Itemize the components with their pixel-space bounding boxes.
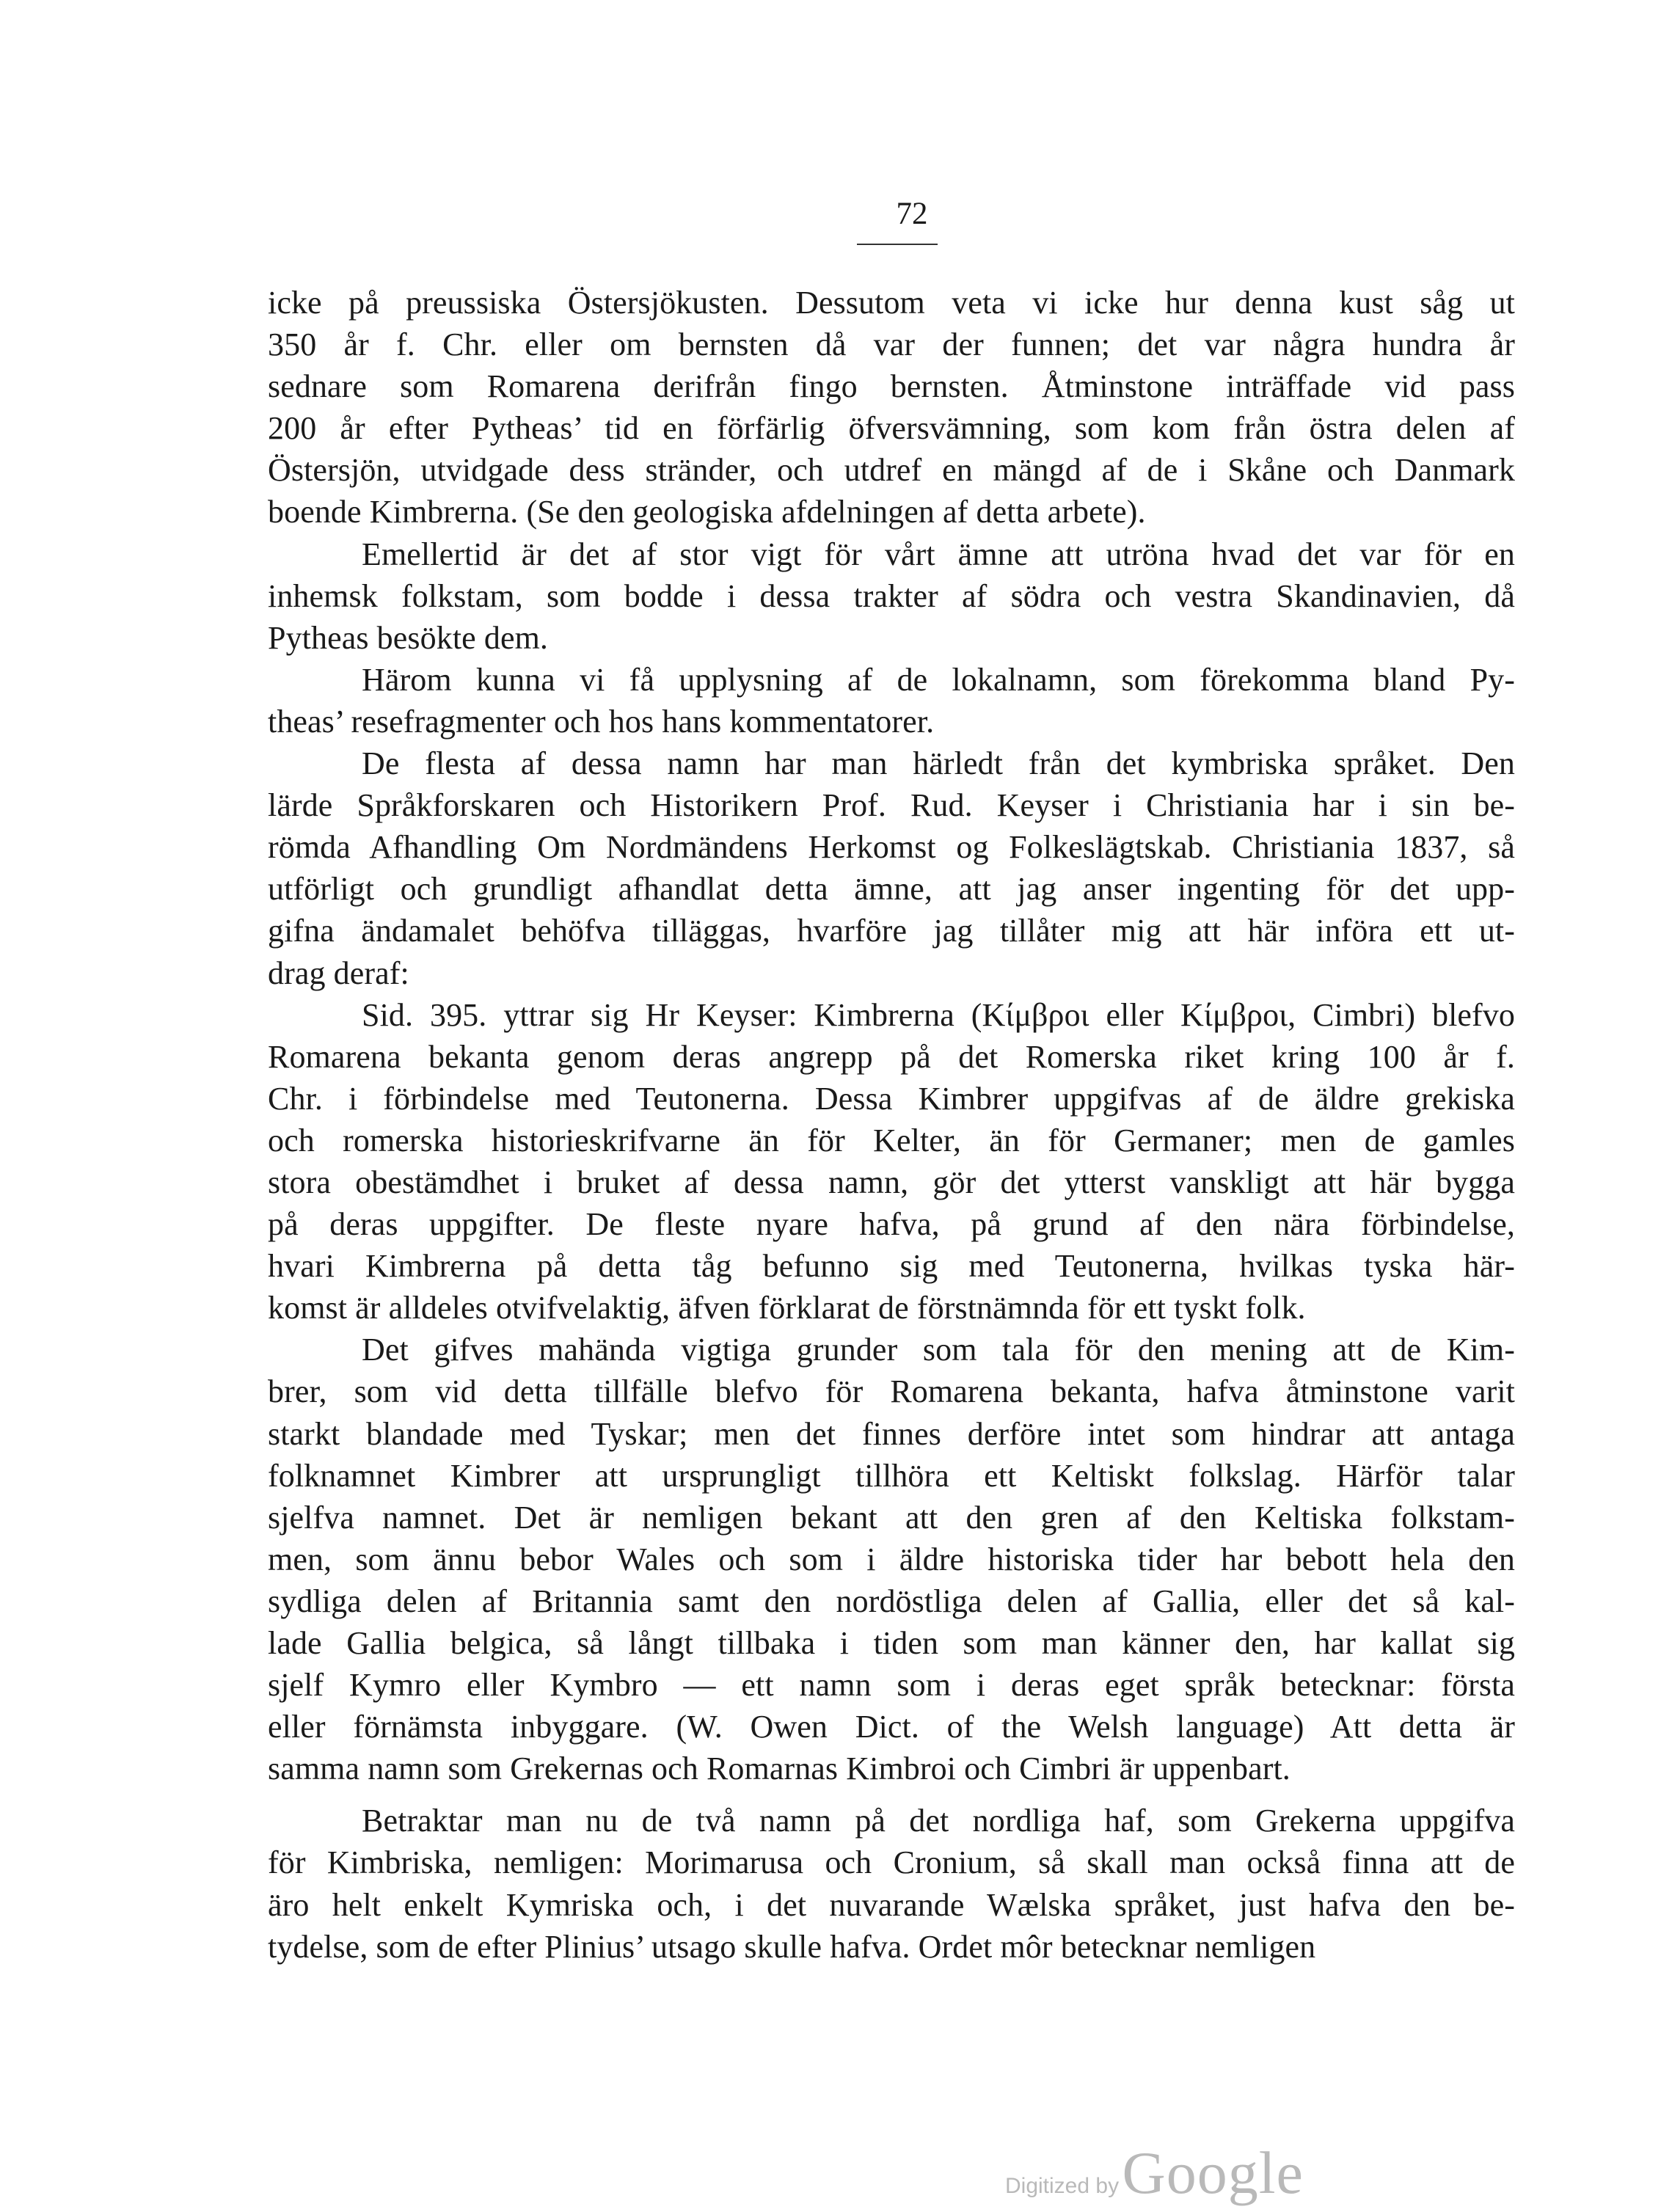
text-line: Sid. 395. yttrar sig Hr Keyser: Kimbrerna (Κίμβροι eller Κίμβροι, Cimbri) blefvo: [362, 996, 1515, 1033]
text-line: theas’ resefragmenter och hos hans kommentatorer.: [268, 703, 935, 740]
body-text: [268, 282, 1515, 1968]
text-line: Härom kunna vi få upplysning af de lokalnamn, som förekomma bland Py-: [362, 661, 1515, 698]
text-line: utförligt och grundligt afhandlat detta ämne, att jag anser ingenting för det upp-: [268, 871, 1515, 908]
google-logo: Google: [1122, 2139, 1304, 2206]
text-line: hvari Kimbrerna på detta tåg befunno sig med Teutonerna, hvilkas tyska här-: [268, 1248, 1515, 1285]
text-line: äro helt enkelt Kymriska och, i det nuvarande Wælska språket, just hafva den be-: [268, 1886, 1515, 1923]
text-line: folknamnet Kimbrer att ursprungligt tillhöra ett Keltiskt folkslag. Härför talar: [268, 1457, 1515, 1494]
text-line: starkt blandade med Tyskar; men det finnes derföre intet som hindrar att antaga: [268, 1415, 1515, 1452]
text-line: gifna ändamalet behöfva tilläggas, hvarföre jag tillåter mig att här införa ett ut-: [268, 913, 1515, 949]
digitized-by-watermark: [1005, 2139, 1304, 2212]
text-line: drag deraf:: [268, 954, 409, 991]
text-line: Det gifves mahända vigtiga grunder som tala för den mening att de Kim-: [362, 1332, 1515, 1368]
text-line: römda Afhandling Om Nordmändens Herkomst og Folkeslägtskab. Christiania 1837, så: [268, 829, 1515, 866]
paragraph-gap: [268, 1789, 1515, 1800]
text-line: komst är alldeles otvifvelaktig, äfven förklarat de förstnämnda för ett tyskt folk.: [268, 1290, 1306, 1326]
text-line: eller förnämsta inbyggare. (W. Owen Dict. of the Welsh language) Att detta är: [268, 1709, 1515, 1745]
text-line: stora obestämdhet i bruket af dessa namn, gör det ytterst vanskligt att här bygga: [268, 1164, 1515, 1200]
text-line: Pytheas besökte dem.: [268, 619, 549, 656]
text-line: och romerska historieskrifvarne än för Kelter, än för Germaner; men de gamles: [268, 1122, 1515, 1158]
text-line: De flesta af dessa namn har man härledt från det kymbriska språket. Den: [362, 745, 1515, 782]
text-line: samma namn som Grekernas och Romarnas Kimbroi och Cimbri är uppenbart.: [268, 1751, 1291, 1787]
text-line: tydelse, som de efter Plinius’ utsago skulle hafva. Ordet môr betecknar nemligen: [268, 1928, 1316, 1965]
text-line: Betraktar man nu de två namn på det nordliga haf, som Grekerna uppgifva: [362, 1803, 1515, 1839]
text-line: Romarena bekanta genom deras angrepp på det Romerska riket kring 100 år f.: [268, 1038, 1515, 1075]
text-line: boende Kimbrerna. (Se den geologiska afdelningen af detta arbete).: [268, 494, 1146, 530]
text-line: Chr. i förbindelse med Teutonerna. Dessa Kimbrer uppgifvas af de äldre grekiska: [268, 1080, 1515, 1117]
text-line: sjelfva namnet. Det är nemligen bekant att den gren af den Keltiska folkstam-: [268, 1499, 1515, 1536]
text-line: sednare som Romarena derifrån fingo bernsten. Åtminstone inträffade vid pass: [268, 368, 1515, 405]
text-line: men, som ännu bebor Wales och som i äldre historiska tider har bebott hela den: [268, 1541, 1515, 1577]
text-line: 200 år efter Pytheas’ tid en förfärlig öfversvämning, som kom från östra delen af: [268, 410, 1515, 447]
text-line: inhemsk folkstam, som bodde i dessa trakter af södra och vestra Skandinavien, då: [268, 577, 1515, 614]
text-line: Östersjön, utvidgade dess stränder, och utdref en mängd af de i Skåne och Danmark: [268, 452, 1515, 489]
text-line: lärde Språkforskaren och Historikern Prof. Rud. Keyser i Christiania har i sin be-: [268, 787, 1515, 824]
text-line: på deras uppgifter. De fleste nyare hafva, på grund af den nära förbindelse,: [268, 1206, 1515, 1243]
page-number-rule: [857, 244, 938, 245]
page-number: 72: [896, 197, 928, 231]
text-line: brer, som vid detta tillfälle blefvo för Romarena bekanta, hafva åtminstone varit: [268, 1373, 1515, 1410]
text-line: Emellertid är det af stor vigt för vårt ämne att utröna hvad det var för en: [362, 536, 1515, 572]
text-line: icke på preussiska Östersjökusten. Dessutom veta vi icke hur denna kust såg ut: [268, 285, 1515, 321]
text-line: 350 år f. Chr. eller om bernsten då var der funnen; det var några hundra år: [268, 326, 1515, 363]
text-line: sjelf Kymro eller Kymbro — ett namn som i deras eget språk betecknar: första: [268, 1667, 1515, 1704]
text-line: lade Gallia belgica, så långt tillbaka i tiden som man känner den, har kallat sig: [268, 1625, 1515, 1661]
digitized-by-label: Digitized by: [1005, 2174, 1120, 2198]
text-line: för Kimbriska, nemligen: Morimarusa och Cronium, så skall man också finna att de: [268, 1844, 1515, 1881]
text-line: sydliga delen af Britannia samt den nordöstliga delen af Gallia, eller det så kal-: [268, 1583, 1515, 1619]
